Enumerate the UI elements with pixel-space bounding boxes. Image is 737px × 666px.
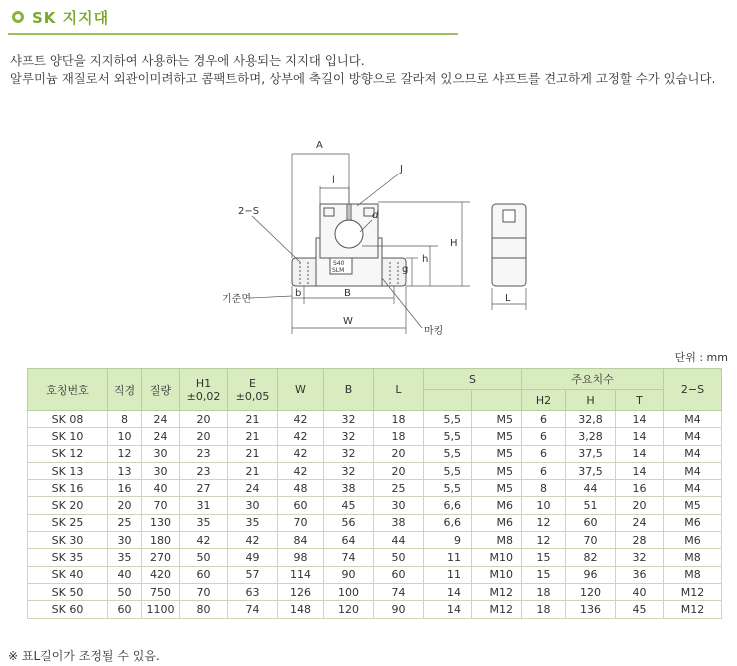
cell-weight: 1100 bbox=[142, 601, 180, 618]
cell-w: 114 bbox=[278, 566, 324, 583]
cell-two-s: M6 bbox=[664, 532, 722, 549]
header-model: 호칭번호 bbox=[28, 369, 108, 411]
title-underline bbox=[8, 33, 458, 35]
cell-s-thread: M5 bbox=[472, 462, 522, 479]
cell-e: 24 bbox=[228, 480, 278, 497]
cell-s-hole: 14 bbox=[424, 601, 472, 618]
cell-t: 45 bbox=[616, 601, 664, 618]
cell-l: 20 bbox=[374, 462, 424, 479]
header-diameter: 직경 bbox=[108, 369, 142, 411]
cell-b: 32 bbox=[324, 411, 374, 428]
cell-model: SK 16 bbox=[28, 480, 108, 497]
cell-weight: 24 bbox=[142, 428, 180, 445]
cell-e: 49 bbox=[228, 549, 278, 566]
cell-weight: 40 bbox=[142, 480, 180, 497]
cell-l: 18 bbox=[374, 428, 424, 445]
table-row bbox=[28, 462, 722, 479]
cell-e: 21 bbox=[228, 462, 278, 479]
cell-dia: 16 bbox=[108, 480, 142, 497]
cell-w: 98 bbox=[278, 549, 324, 566]
cell-dia: 25 bbox=[108, 514, 142, 531]
cell-w: 60 bbox=[278, 497, 324, 514]
header-weight: 질량 bbox=[142, 369, 180, 411]
cell-b: 32 bbox=[324, 428, 374, 445]
cell-w: 148 bbox=[278, 601, 324, 618]
cell-dia: 35 bbox=[108, 549, 142, 566]
cell-l: 44 bbox=[374, 532, 424, 549]
cell-s-hole: 5,5 bbox=[424, 428, 472, 445]
cell-w: 84 bbox=[278, 532, 324, 549]
circle-bullet-icon bbox=[12, 11, 24, 23]
cell-weight: 130 bbox=[142, 514, 180, 531]
cell-two-s: M4 bbox=[664, 428, 722, 445]
header-e-tolerance: ±0,05 bbox=[235, 389, 270, 403]
cell-weight: 30 bbox=[142, 445, 180, 462]
label-h-cap: H bbox=[450, 238, 458, 249]
cell-h1: 42 bbox=[180, 532, 228, 549]
cell-w: 48 bbox=[278, 480, 324, 497]
cell-w: 42 bbox=[278, 428, 324, 445]
label-b-cap: B bbox=[344, 288, 351, 299]
cell-t: 14 bbox=[616, 462, 664, 479]
header-main-dims: 주요치수 bbox=[522, 369, 664, 390]
cell-model: SK 20 bbox=[28, 497, 108, 514]
cell-t: 16 bbox=[616, 480, 664, 497]
cell-s-thread: M10 bbox=[472, 566, 522, 583]
section-header bbox=[8, 5, 458, 35]
cell-h: 51 bbox=[566, 497, 616, 514]
cell-h1: 23 bbox=[180, 462, 228, 479]
cell-two-s: M8 bbox=[664, 566, 722, 583]
cell-h: 44 bbox=[566, 480, 616, 497]
label-j: J bbox=[400, 164, 403, 175]
cell-w: 126 bbox=[278, 583, 324, 600]
cell-two-s: M12 bbox=[664, 583, 722, 600]
cell-h: 82 bbox=[566, 549, 616, 566]
cell-dia: 50 bbox=[108, 583, 142, 600]
cell-s-hole: 6,6 bbox=[424, 497, 472, 514]
cell-e: 21 bbox=[228, 445, 278, 462]
header-h2: H2 bbox=[522, 390, 566, 411]
cell-e: 74 bbox=[228, 601, 278, 618]
cell-e: 35 bbox=[228, 514, 278, 531]
cell-h: 136 bbox=[566, 601, 616, 618]
cell-l: 50 bbox=[374, 549, 424, 566]
header-e bbox=[228, 369, 278, 411]
cell-s-thread: M5 bbox=[472, 445, 522, 462]
cell-dia: 13 bbox=[108, 462, 142, 479]
cell-h: 120 bbox=[566, 583, 616, 600]
cell-s-thread: M8 bbox=[472, 532, 522, 549]
cell-t: 14 bbox=[616, 411, 664, 428]
cell-h1: 23 bbox=[180, 445, 228, 462]
cell-weight: 24 bbox=[142, 411, 180, 428]
cell-h2: 6 bbox=[522, 445, 566, 462]
cell-l: 20 bbox=[374, 445, 424, 462]
cell-h2: 15 bbox=[522, 566, 566, 583]
cell-weight: 30 bbox=[142, 462, 180, 479]
cell-l: 30 bbox=[374, 497, 424, 514]
cell-b: 45 bbox=[324, 497, 374, 514]
cell-t: 24 bbox=[616, 514, 664, 531]
description-line-1: 샤프트 양단을 지지하여 사용하는 경우에 사용되는 지지대 입니다. bbox=[10, 53, 365, 68]
cell-e: 30 bbox=[228, 497, 278, 514]
cell-model: SK 60 bbox=[28, 601, 108, 618]
cell-e: 21 bbox=[228, 428, 278, 445]
cell-h2: 18 bbox=[522, 601, 566, 618]
cell-dia: 12 bbox=[108, 445, 142, 462]
cell-s-thread: M6 bbox=[472, 497, 522, 514]
table-row bbox=[28, 428, 722, 445]
cell-b: 64 bbox=[324, 532, 374, 549]
unit-label: 단위 : mm bbox=[674, 351, 728, 364]
cell-two-s: M5 bbox=[664, 497, 722, 514]
description-line-2: 알루미늄 재질로서 외관이미려하고 콤팩트하며, 상부에 축길이 방향으로 갈라져 있으므로 샤프트를 견고하게 고정할 수가 있습니다. bbox=[10, 71, 716, 86]
table-row bbox=[28, 601, 722, 618]
cell-s-hole: 9 bbox=[424, 532, 472, 549]
cell-h1: 80 bbox=[180, 601, 228, 618]
cell-h2: 10 bbox=[522, 497, 566, 514]
cell-w: 42 bbox=[278, 462, 324, 479]
cell-b: 32 bbox=[324, 462, 374, 479]
cell-e: 63 bbox=[228, 583, 278, 600]
header-t: T bbox=[616, 390, 664, 411]
header-b: B bbox=[324, 369, 374, 411]
header-s-sub-2 bbox=[472, 390, 522, 411]
cell-model: SK 12 bbox=[28, 445, 108, 462]
cell-model: SK 08 bbox=[28, 411, 108, 428]
cell-weight: 420 bbox=[142, 566, 180, 583]
cell-dia: 30 bbox=[108, 532, 142, 549]
cell-l: 18 bbox=[374, 411, 424, 428]
cell-h2: 12 bbox=[522, 532, 566, 549]
cell-s-thread: M6 bbox=[472, 514, 522, 531]
table-row bbox=[28, 514, 722, 531]
label-h: h bbox=[422, 254, 429, 265]
cell-weight: 180 bbox=[142, 532, 180, 549]
cell-l: 60 bbox=[374, 566, 424, 583]
cell-h2: 8 bbox=[522, 480, 566, 497]
header-s: S bbox=[424, 369, 522, 390]
header-h: H bbox=[566, 390, 616, 411]
cell-h: 96 bbox=[566, 566, 616, 583]
cell-s-hole: 5,5 bbox=[424, 445, 472, 462]
label-2s: 2−S bbox=[238, 206, 260, 217]
cell-s-hole: 5,5 bbox=[424, 411, 472, 428]
spec-table bbox=[27, 368, 722, 619]
cell-s-hole: 14 bbox=[424, 583, 472, 600]
cell-b: 38 bbox=[324, 480, 374, 497]
cell-l: 38 bbox=[374, 514, 424, 531]
cell-model: SK 30 bbox=[28, 532, 108, 549]
table-row bbox=[28, 497, 722, 514]
cell-b: 90 bbox=[324, 566, 374, 583]
cell-s-thread: M5 bbox=[472, 480, 522, 497]
cell-s-thread: M5 bbox=[472, 411, 522, 428]
cell-t: 20 bbox=[616, 497, 664, 514]
cell-s-thread: M12 bbox=[472, 601, 522, 618]
cell-e: 57 bbox=[228, 566, 278, 583]
cell-s-hole: 5,5 bbox=[424, 462, 472, 479]
cell-h2: 6 bbox=[522, 411, 566, 428]
cell-t: 40 bbox=[616, 583, 664, 600]
cell-s-thread: M5 bbox=[472, 428, 522, 445]
cell-b: 32 bbox=[324, 445, 374, 462]
cell-e: 42 bbox=[228, 532, 278, 549]
cell-t: 14 bbox=[616, 445, 664, 462]
cell-l: 25 bbox=[374, 480, 424, 497]
cell-dia: 8 bbox=[108, 411, 142, 428]
cell-dia: 40 bbox=[108, 566, 142, 583]
table-row bbox=[28, 532, 722, 549]
cell-h: 37,5 bbox=[566, 445, 616, 462]
cell-t: 36 bbox=[616, 566, 664, 583]
cell-model: SK 13 bbox=[28, 462, 108, 479]
cell-h1: 27 bbox=[180, 480, 228, 497]
cell-h: 70 bbox=[566, 532, 616, 549]
cell-model: SK 10 bbox=[28, 428, 108, 445]
cell-l: 90 bbox=[374, 601, 424, 618]
label-l-cap: L bbox=[505, 293, 511, 304]
cell-l: 74 bbox=[374, 583, 424, 600]
section-title: SK 지지대 bbox=[32, 8, 110, 27]
cell-s-thread: M10 bbox=[472, 549, 522, 566]
cell-t: 28 bbox=[616, 532, 664, 549]
cell-model: SK 25 bbox=[28, 514, 108, 531]
cell-two-s: M4 bbox=[664, 411, 722, 428]
cell-w: 70 bbox=[278, 514, 324, 531]
cell-two-s: M8 bbox=[664, 549, 722, 566]
header-w: W bbox=[278, 369, 324, 411]
cell-b: 56 bbox=[324, 514, 374, 531]
cell-two-s: M12 bbox=[664, 601, 722, 618]
cell-h1: 70 bbox=[180, 583, 228, 600]
cell-h: 37,5 bbox=[566, 462, 616, 479]
cell-two-s: M4 bbox=[664, 462, 722, 479]
cell-b: 74 bbox=[324, 549, 374, 566]
header-h1-label: H1 bbox=[195, 376, 212, 390]
cell-h: 3,28 bbox=[566, 428, 616, 445]
cell-dia: 20 bbox=[108, 497, 142, 514]
cell-dia: 60 bbox=[108, 601, 142, 618]
cell-dia: 10 bbox=[108, 428, 142, 445]
table-row bbox=[28, 411, 722, 428]
label-d: d bbox=[372, 210, 379, 221]
stamp-line-2: SLM bbox=[332, 267, 345, 274]
header-l: L bbox=[374, 369, 424, 411]
cell-t: 14 bbox=[616, 428, 664, 445]
cell-model: SK 50 bbox=[28, 583, 108, 600]
cell-t: 32 bbox=[616, 549, 664, 566]
header-h1 bbox=[180, 369, 228, 411]
cell-model: SK 40 bbox=[28, 566, 108, 583]
technical-drawing bbox=[222, 138, 552, 344]
cell-h2: 18 bbox=[522, 583, 566, 600]
cell-s-hole: 5,5 bbox=[424, 480, 472, 497]
cell-h1: 31 bbox=[180, 497, 228, 514]
cell-s-hole: 11 bbox=[424, 566, 472, 583]
cell-w: 42 bbox=[278, 445, 324, 462]
table-row bbox=[28, 583, 722, 600]
cell-weight: 270 bbox=[142, 549, 180, 566]
cell-h2: 15 bbox=[522, 549, 566, 566]
cell-s-hole: 6,6 bbox=[424, 514, 472, 531]
label-w: W bbox=[343, 316, 353, 327]
table-row bbox=[28, 566, 722, 583]
header-2s: 2−S bbox=[664, 369, 722, 411]
header-e-label: E bbox=[249, 376, 256, 390]
cell-h: 32,8 bbox=[566, 411, 616, 428]
cell-b: 100 bbox=[324, 583, 374, 600]
cell-h1: 60 bbox=[180, 566, 228, 583]
label-l: l bbox=[332, 175, 335, 186]
cell-two-s: M4 bbox=[664, 445, 722, 462]
table-row bbox=[28, 480, 722, 497]
stamp-line-1: S40 bbox=[333, 260, 345, 267]
cell-model: SK 35 bbox=[28, 549, 108, 566]
cell-h1: 35 bbox=[180, 514, 228, 531]
cell-weight: 750 bbox=[142, 583, 180, 600]
header-h1-tolerance: ±0,02 bbox=[186, 389, 221, 403]
label-base-surface: 기준면 bbox=[222, 294, 251, 305]
label-b: b bbox=[295, 288, 302, 299]
cell-h1: 20 bbox=[180, 411, 228, 428]
cell-b: 120 bbox=[324, 601, 374, 618]
cell-h2: 12 bbox=[522, 514, 566, 531]
header-s-sub-1 bbox=[424, 390, 472, 411]
label-marking: 마킹 bbox=[424, 326, 444, 337]
table-row bbox=[28, 549, 722, 566]
cell-two-s: M4 bbox=[664, 480, 722, 497]
cell-weight: 70 bbox=[142, 497, 180, 514]
cell-s-hole: 11 bbox=[424, 549, 472, 566]
cell-h1: 20 bbox=[180, 428, 228, 445]
cell-s-thread: M12 bbox=[472, 583, 522, 600]
cell-h2: 6 bbox=[522, 428, 566, 445]
cell-h2: 6 bbox=[522, 462, 566, 479]
cell-h: 60 bbox=[566, 514, 616, 531]
label-g: g bbox=[402, 264, 409, 275]
table-row bbox=[28, 445, 722, 462]
product-description bbox=[10, 52, 730, 88]
footnote: ※ 표L길이가 조정될 수 있음. bbox=[8, 649, 160, 663]
cell-e: 21 bbox=[228, 411, 278, 428]
label-a: A bbox=[316, 140, 323, 151]
cell-w: 42 bbox=[278, 411, 324, 428]
cell-h1: 50 bbox=[180, 549, 228, 566]
cell-two-s: M6 bbox=[664, 514, 722, 531]
